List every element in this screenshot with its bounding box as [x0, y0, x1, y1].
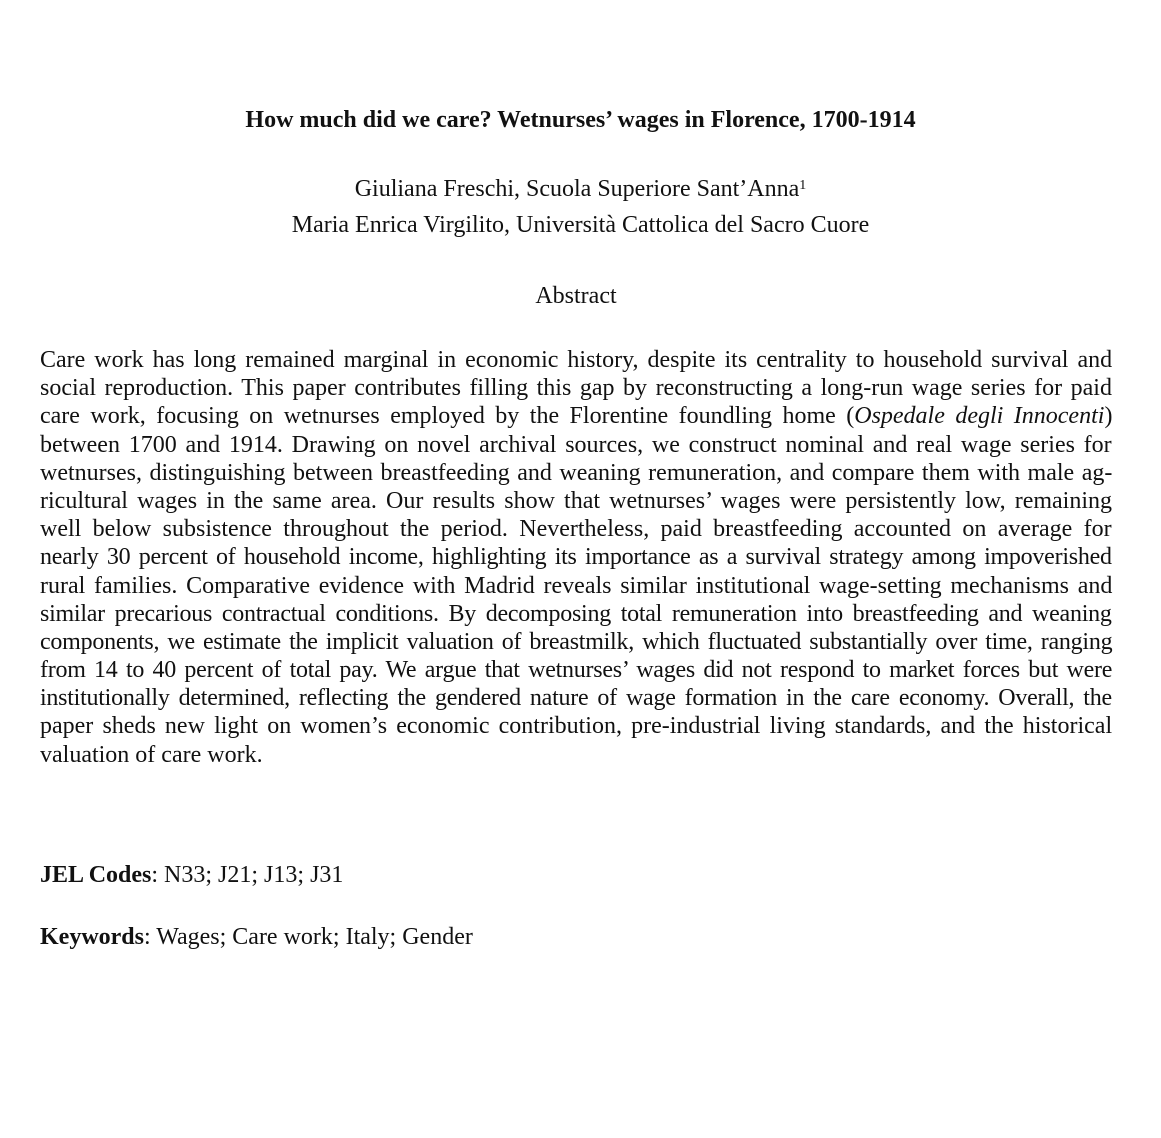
abstract-text: institutionally determined, reflecting the gendered nature of wage formation in the care economy. Overall, the [40, 685, 1112, 712]
abstract-text: Care work has long remained marginal in economic history, despite its centrality to household survival and [40, 347, 1113, 373]
author-name-affiliation: Giuliana Freschi, Scuola Superiore Sant’Anna [354, 176, 800, 202]
abstract-text: ricultural wages in the same area. Our results show that wetnurses’ wages were persistently low, remaining [40, 487, 1113, 514]
abstract-text: valuation of care work. [40, 741, 263, 768]
author-name-affiliation: Maria Enrica Virgilito, Università Cattolica del Sacro Cuore [291, 212, 870, 238]
abstract-text: well below subsistence throughout the period. Nevertheless, paid breastfeeding accounted on average for [40, 516, 1112, 543]
paper-title: How much did we care? Wetnurses’ wages in Florence, 1700-1914 [245, 107, 916, 133]
author-line-2 [0, 210, 1161, 240]
keywords-label: Keywords [40, 924, 144, 950]
abstract-text: components, we estimate the implicit valuation of breastmilk, which fluctuated substantially over time, ranging [40, 628, 1113, 655]
abstract-line [40, 431, 1112, 459]
abstract-text: from 14 to 40 percent of total pay. We argue that wetnurses’ wages did not respond to market forces but were [40, 657, 1113, 684]
abstract-line [40, 374, 1112, 402]
abstract-text: similar precarious contractual conditions. By decomposing total remuneration into breastfeeding and weaning [40, 600, 1112, 627]
jel-codes-separator: : [151, 862, 159, 888]
abstract-line [40, 628, 1112, 656]
abstract-text: ) [1104, 403, 1113, 430]
abstract-line [40, 346, 1112, 374]
keywords [40, 922, 473, 952]
abstract-line [40, 572, 1112, 600]
jel-codes [40, 860, 343, 890]
abstract-text: between 1700 and 1914. Drawing on novel archival sources, we construct nominal and real wage series for [40, 431, 1112, 458]
footnote-mark: 1 [799, 178, 807, 193]
abstract-text: rural families. Comparative evidence with Madrid reveals similar institutional wage-setting mechanisms and [40, 572, 1113, 599]
abstract-line [40, 656, 1112, 684]
abstract-line [40, 741, 1112, 769]
abstract-line [40, 543, 1112, 571]
keywords-value: Wages; Care work; Italy; Gender [150, 924, 473, 950]
abstract-text: social reproduction. This paper contributes filling this gap by reconstructing a long-run wage series for paid [40, 375, 1112, 402]
abstract-body [40, 346, 1112, 769]
jel-codes-value: N33; J21; J13; J31 [158, 862, 344, 888]
institution-name-italic: Ospedale degli Innocenti [854, 403, 1105, 430]
abstract-text: care work, focusing on wetnurses employed by the Florentine foundling home ( [40, 403, 855, 430]
abstract-line [40, 402, 1112, 430]
abstract-line [40, 459, 1112, 487]
abstract-line [40, 600, 1112, 628]
abstract-line [40, 684, 1112, 712]
abstract-text: nearly 30 percent of household income, highlighting its importance as a survival strategy among impoverished [40, 544, 1112, 571]
abstract-text: paper sheds new light on women’s economic contribution, pre-industrial living standards, and the historical [40, 713, 1113, 740]
jel-codes-label: JEL Codes [40, 862, 152, 888]
abstract-line [40, 515, 1112, 543]
abstract-text: wetnurses, distinguishing between breastfeeding and weaning remuneration, and compare them with male ag- [40, 459, 1113, 486]
abstract-line [40, 487, 1112, 515]
abstract-line [40, 712, 1112, 740]
author-line-1 [0, 174, 1161, 204]
abstract-heading: Abstract [535, 283, 617, 309]
keywords-separator: : [144, 924, 151, 950]
